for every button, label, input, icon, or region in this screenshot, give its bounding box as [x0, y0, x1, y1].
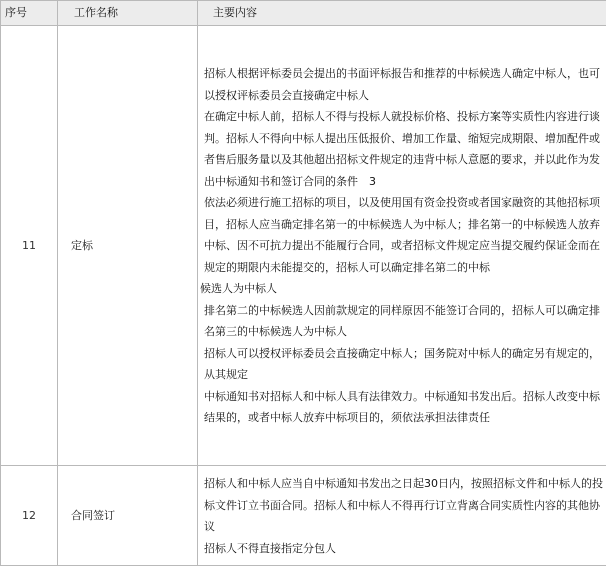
table-header-row — [1, 1, 606, 26]
row-content — [198, 26, 606, 466]
content-paragraph: 在确定中标人前，招标人不得与投标人就投标价格、投标方案等实质性内容进行谈判。招标人不得向中标人提出压低报价、增加工作量、缩短完成期限、增加配件或者售后服务量以及其他超出招标文件规定的违背中标人意愿的要求，并以此作为发出中标通知书和签订合同的条件 3 — [204, 110, 600, 188]
header-work-name: 工作名称 — [58, 1, 198, 26]
header-seq: 序号 — [1, 1, 58, 26]
content-paragraph: 排名第二的中标候选人因前款规定的同样原因不能签订合同的，招标人可以确定排名第三的中标候选人为中标人 — [204, 303, 600, 339]
row-content — [198, 466, 606, 566]
row-number: 11 — [1, 26, 58, 466]
content-paragraph: 依法必须进行施工招标的项目，以及使用国有资金投资或者国家融资的其他招标项目，招标人应当确定排名第一的中标候选人为中标人；排名第一的中标候选人放弃中标、因不可抗力提出不能履行合同，或者招标文件规定应当提交履约保证金而在规定的期限内未能提交的，招标人可以确定排名第二的中标 — [204, 196, 600, 274]
row-number: 12 — [1, 466, 58, 566]
content-paragraph: 招标人不得直接指定分包人 — [204, 541, 336, 555]
table-row — [1, 466, 606, 566]
content-paragraph: 中标通知书对招标人和中标人具有法律效力。中标通知书发出后。招标人改变中标结果的，或者中标人放弃中标项目的，须依法承担法律责任 — [204, 389, 600, 425]
row-work-name: 合同签订 — [58, 466, 198, 566]
content-paragraph: 候选人为中标人 — [200, 282, 277, 296]
content-paragraph: 招标人可以授权评标委员会直接确定中标人；国务院对中标人的确定另有规定的，从其规定 — [204, 346, 600, 382]
table-row — [1, 26, 606, 466]
content-paragraph: 招标人和中标人应当自中标通知书发出之日起30日内，按照招标文件和中标人的投标文件订立书面合同。招标人和中标人不得再行订立背离合同实质性内容的其他协议 — [204, 477, 603, 533]
header-main-content: 主要内容 — [198, 1, 606, 26]
row-work-name: 定标 — [58, 26, 198, 466]
content-paragraph: 招标人根据评标委员会提出的书面评标报告和推荐的中标候选人确定中标人，也可以授权评标委员会直接确定中标人 — [204, 67, 600, 102]
